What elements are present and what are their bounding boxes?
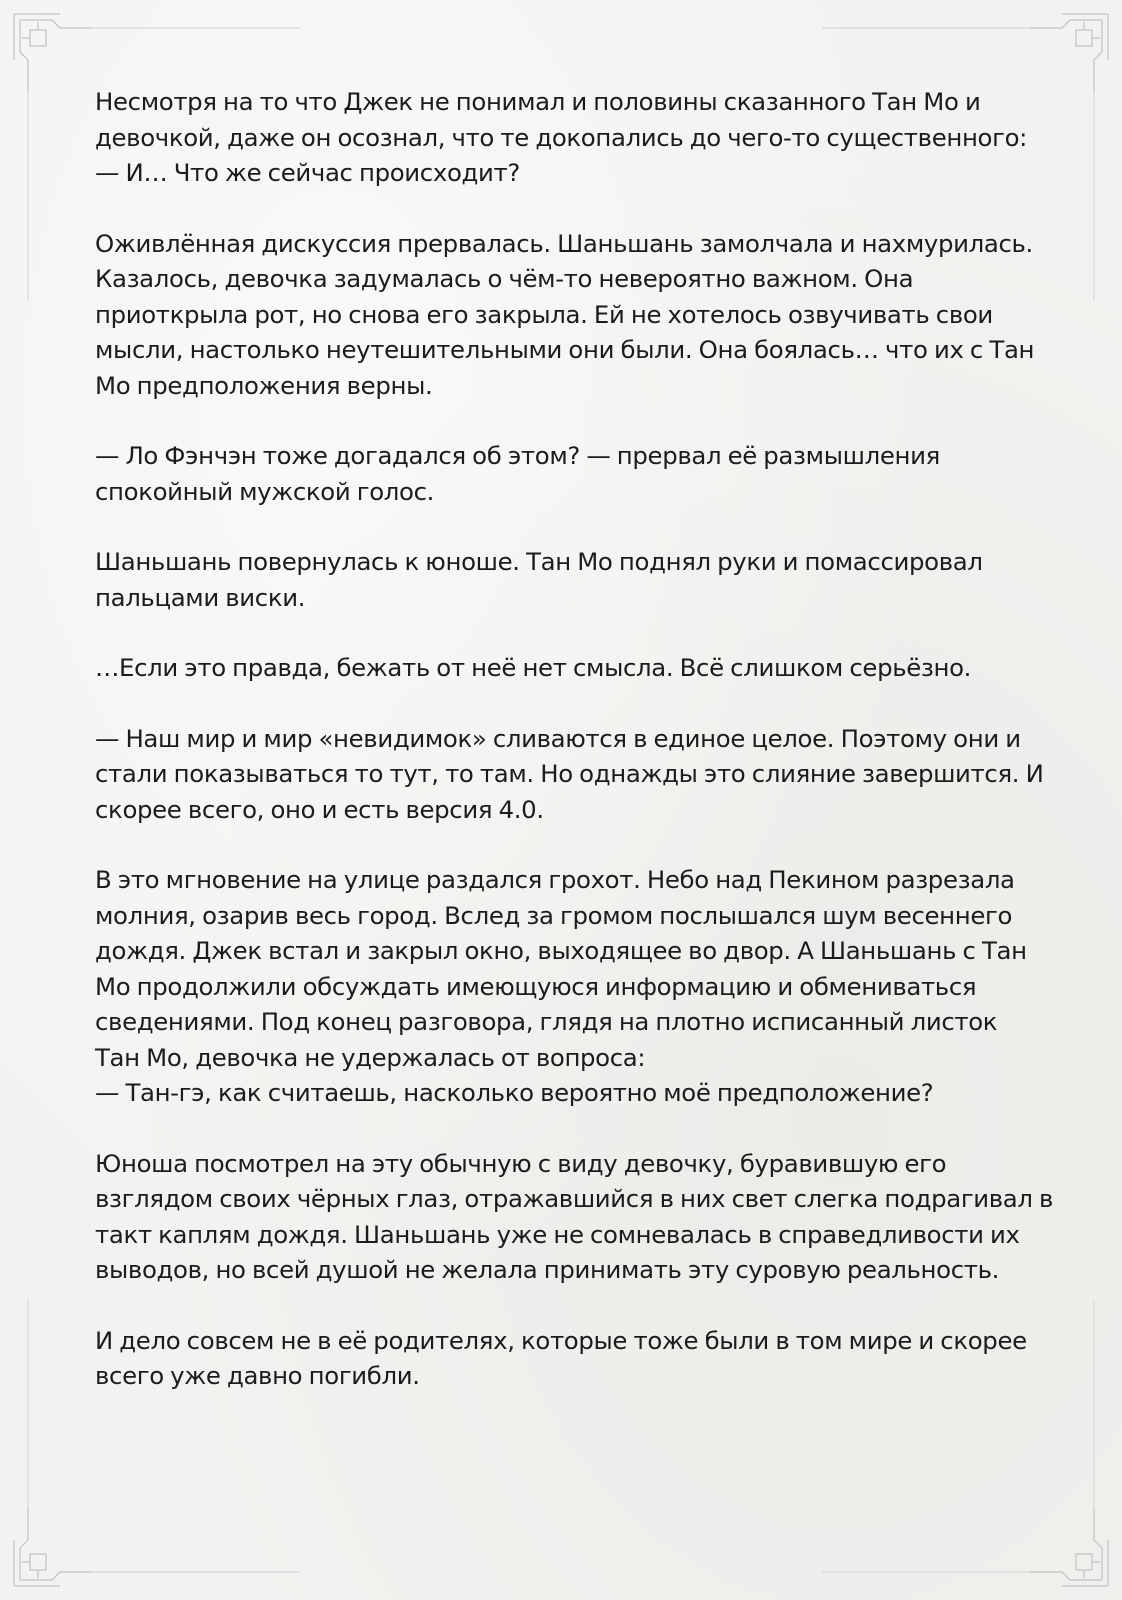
paragraph (95, 84, 1035, 191)
text-line: сведениями. Под конец разговора, глядя на плотно исписанный листок (95, 1007, 998, 1036)
text-line: приоткрыла рот, но снова его закрыла. Ей не хотелось озвучивать свои (95, 299, 993, 329)
text-line: дождя. Джек встал и закрыл окно, выходящее во двор. А Шаньшань с Тан (95, 936, 1027, 965)
paragraph (95, 650, 1035, 686)
text-line: Мо предположения верны. (95, 370, 433, 400)
story-text (95, 84, 1054, 1429)
text-line: мысли, настолько неутешительными они были. Она боялась… что их с Тан (95, 335, 1035, 364)
text-line: выводов, но всей душой не желала принимать эту суровую реальность. (95, 1255, 1000, 1284)
text-line: И дело совсем не в её родителях, которые тоже были в том мире и скорее (95, 1325, 1027, 1355)
paragraph (95, 721, 1044, 828)
text-line: Шаньшань повернулась к юноше. Тан Мо поднял руки и помассировал (95, 547, 983, 576)
text-line: — И… Что же сейчас происходит? (95, 158, 520, 187)
paragraph (95, 544, 1035, 615)
text-line: Казалось, девочка задумалась о чём-то невероятно важном. Она (95, 264, 914, 293)
paragraph (95, 1323, 1035, 1394)
text-line: пальцами виски. (95, 582, 306, 612)
text-line: молния, озарив весь город. Вслед за громом послышался шум весеннего (95, 900, 1013, 930)
text-line: — Наш мир и мир «невидимок» сливаются в единое целое. Поэтому они и (95, 723, 1021, 753)
text-line: В это мгновение на улице раздался грохот. Небо над Пекином разрезала (95, 865, 1015, 894)
paragraph (95, 862, 1035, 1111)
text-line: …Если это правда, бежать от неё нет смысла. Всё слишком серьёзно. (95, 653, 972, 682)
text-line: стали показываться то тут, то там. Но однажды это слияние завершится. И (95, 759, 1044, 788)
text-line: Тан Мо, девочка не удержалась от вопроса: (95, 1042, 646, 1072)
text-line: Несмотря на то что Джек не понимал и половины сказанного Тан Мо и (95, 87, 981, 116)
text-line: спокойный мужской голос. (95, 476, 435, 506)
text-line: девочкой, даже он осознал, что те докопались до чего-то существенного: (95, 122, 1028, 152)
text-line: Мо продолжили обсуждать имеющуюся информацию и обмениваться (95, 971, 977, 1001)
text-line: — Ло Фэнчэн тоже догадался об этом? — прервал её размышления (95, 441, 940, 470)
text-line: такт каплям дождя. Шаньшань уже не сомневалась в справедливости их (95, 1219, 1020, 1249)
text-line: взглядом своих чёрных глаз, отражавшийся в них свет слегка подрагивал в (95, 1184, 1054, 1213)
text-line: Оживлённая дискуссия прервалась. Шаньшань замолчала и нахмурилась. (95, 228, 1033, 258)
text-line: — Тан-гэ, как считаешь, насколько вероятно моё предположение? (95, 1078, 934, 1107)
paragraph (95, 1146, 1054, 1288)
paragraph (95, 438, 1035, 509)
text-line: Юноша посмотрел на эту обычную с виду девочку, буравившую его (95, 1148, 947, 1178)
paragraph (95, 226, 1035, 404)
text-line: всего уже давно погибли. (95, 1361, 420, 1390)
text-line: скорее всего, оно и есть версия 4.0. (95, 794, 544, 824)
